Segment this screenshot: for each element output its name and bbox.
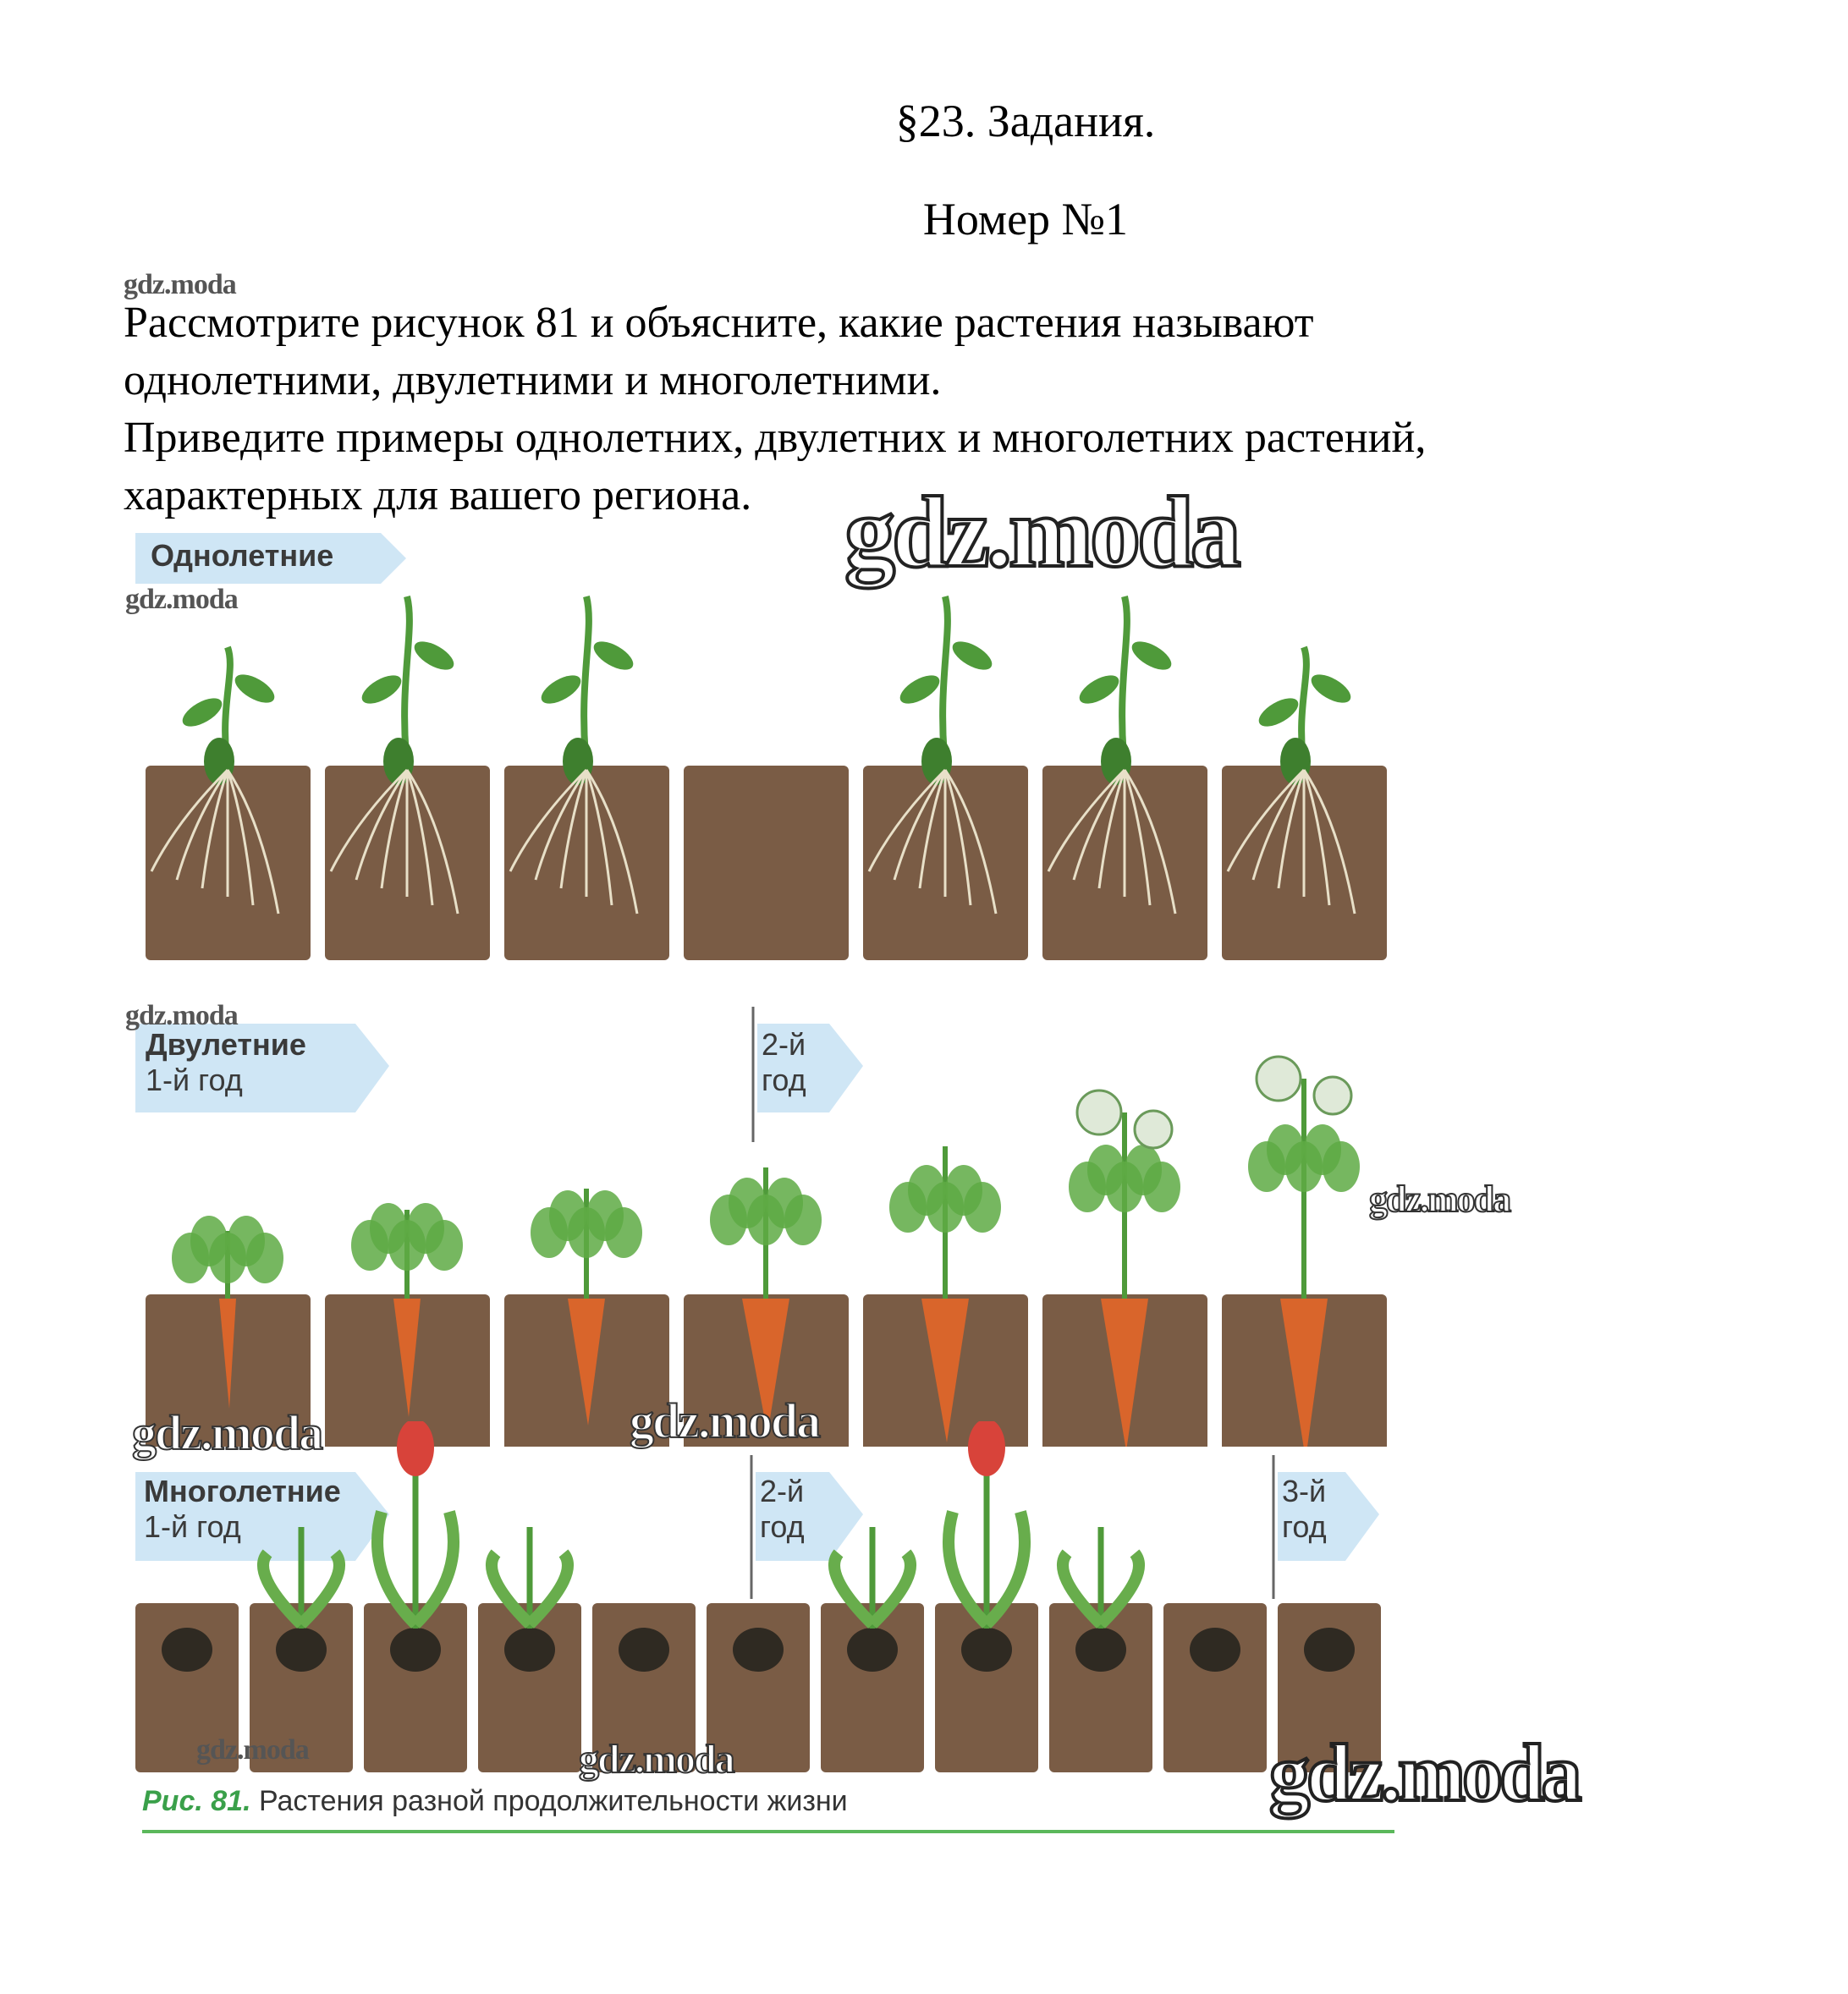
- task-line-1: Рассмотрите рисунок 81 и объясните, какие растения называют: [124, 299, 1314, 347]
- figure-81: [135, 525, 1413, 1836]
- biennial-soil-cells: [146, 1057, 1387, 1447]
- biennials-title: Двулетние: [146, 1027, 306, 1062]
- biennials-year2-label: [762, 1027, 806, 1098]
- biennials-year1: 1-й год: [146, 1063, 243, 1097]
- annuals-label: Однолетние: [151, 538, 334, 573]
- task-line-2: однолетними, двулетними и многолетними.: [124, 356, 942, 404]
- perennials-year3-a: 3-й: [1282, 1474, 1327, 1508]
- watermark: gdz.moda: [579, 1737, 734, 1782]
- watermark-large: gdz.moda: [1269, 1728, 1579, 1818]
- soil-cell: [684, 766, 849, 960]
- watermark: gdz.moda: [1369, 1178, 1510, 1220]
- perennials-year2-b: год: [760, 1509, 805, 1544]
- watermark: gdz.moda: [630, 1393, 820, 1448]
- watermark: gdz.moda: [125, 1000, 238, 1031]
- biennials-year2-b: год: [762, 1063, 806, 1097]
- biennials-year2-a: 2-й: [762, 1027, 806, 1062]
- task-line-4: характерных для вашего региона.: [124, 471, 752, 519]
- task-number: Номер №1: [922, 194, 1129, 244]
- watermark: gdz.moda: [125, 584, 238, 615]
- caption-number: Рис. 81.: [142, 1785, 251, 1817]
- perennials-title: Многолетние: [144, 1474, 341, 1508]
- watermark: gdz.moda: [196, 1734, 309, 1766]
- perennials-year2-label: [760, 1474, 805, 1545]
- perennials-year2-a: 2-й: [760, 1474, 805, 1508]
- perennials-label: [144, 1474, 341, 1545]
- perennials-year3-label: [1282, 1474, 1327, 1545]
- perennials-year1: 1-й год: [144, 1509, 241, 1544]
- biennials-label: [146, 1027, 306, 1098]
- annuals-illustration: [135, 525, 1413, 964]
- section-title: §23. Задания.: [895, 96, 1156, 146]
- caption-text: Растения разной продолжительности жизни: [258, 1785, 848, 1817]
- watermark: gdz.moda: [132, 1405, 322, 1460]
- watermark-large: gdz.moda: [844, 475, 1238, 588]
- watermark: gdz.moda: [124, 269, 236, 300]
- figure-caption: [142, 1785, 1394, 1833]
- perennials-year3-b: год: [1282, 1509, 1327, 1544]
- task-line-3: Приведите примеры однолетних, двулетних и многолетних растений,: [124, 414, 1427, 462]
- annual-soil-cells: [146, 596, 1387, 960]
